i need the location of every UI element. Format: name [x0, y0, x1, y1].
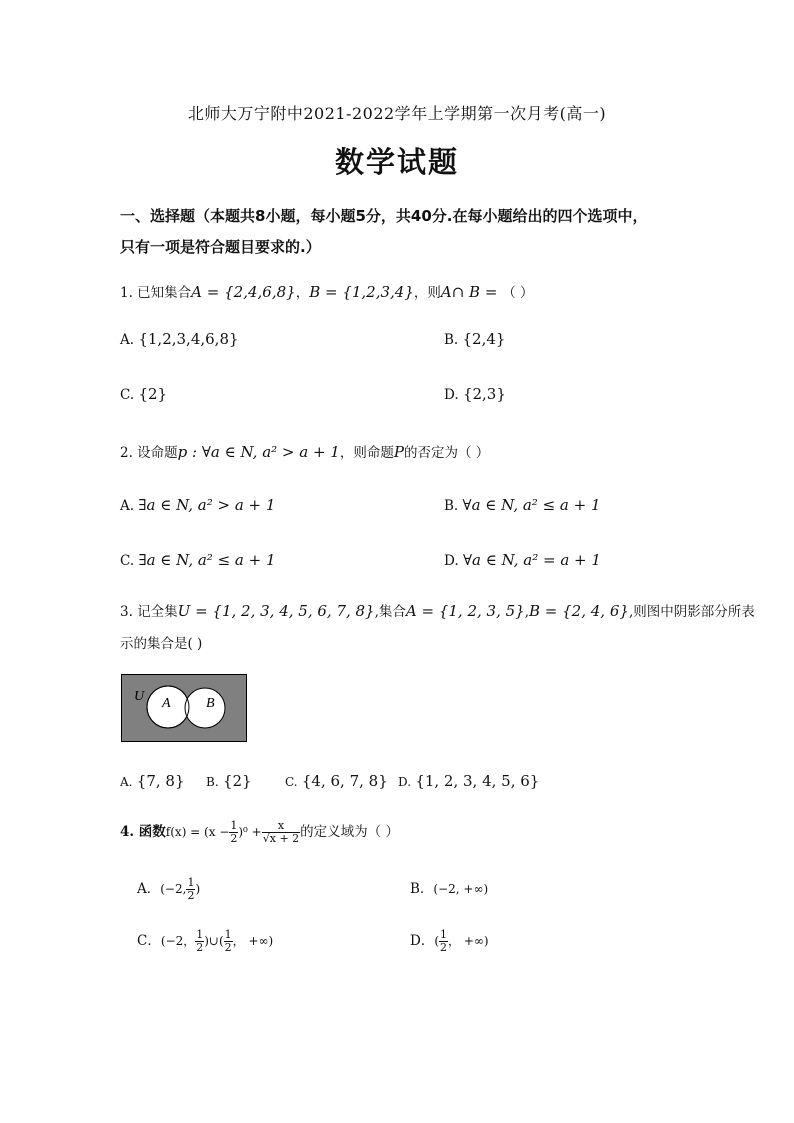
option-text: ∃a ∈ N, a² > a + 1 — [138, 496, 276, 514]
option-label: C. — [120, 387, 135, 403]
option-text: ∃a ∈ N, a² ≤ a + 1 — [138, 551, 276, 569]
option-label: D． — [410, 933, 435, 949]
option-text: {4, 6, 7, 8} — [301, 772, 388, 790]
q3-option-a[interactable] — [120, 772, 185, 790]
q3-mid2: , — [524, 604, 530, 620]
fraction-denominator: 2 — [196, 941, 204, 954]
q1-option-b[interactable] — [444, 330, 505, 348]
venn-label-a: A — [162, 696, 171, 711]
page-title: 数学试题 — [334, 145, 459, 179]
fraction-numerator: 1 — [230, 819, 238, 832]
option-text: ∀a ∈ N, a² ≤ a + 1 — [462, 496, 601, 514]
fraction-denominator: √x + 2 — [262, 832, 300, 845]
question-3 — [120, 600, 755, 620]
venn-label-b: B — [206, 696, 215, 711]
option-text: ， +∞) — [448, 934, 489, 948]
fraction-denominator: 2 — [230, 832, 238, 845]
q1-option-c[interactable] — [120, 385, 167, 403]
venn-diagram — [121, 674, 247, 742]
option-text: (−2, — [160, 882, 187, 896]
q3-option-c[interactable] — [285, 772, 388, 790]
q2-p: P — [393, 443, 404, 461]
option-fraction — [224, 929, 233, 954]
option-text: )∪( — [204, 934, 224, 948]
q3-prefix: 3. 记全集 — [120, 604, 178, 620]
q1-set-b: B = {1,2,3,4} — [309, 283, 414, 301]
option-fraction — [439, 929, 448, 954]
option-label: B. — [206, 775, 219, 789]
option-label: A. — [120, 498, 135, 514]
fraction-numerator: 1 — [440, 928, 448, 941]
q3-set-b: B = {2, 4, 6} — [529, 602, 629, 620]
q2-suffix: 的否定为（ ） — [403, 445, 490, 461]
q1-ask: ，则 — [413, 285, 441, 301]
venn-label-u: U — [134, 689, 145, 704]
option-label: A. — [120, 332, 135, 348]
venn-circle-b — [185, 688, 225, 728]
exam-header: 北师大万宁附中2021-2022学年上学期第一次月考(高一) — [187, 104, 607, 123]
option-label: C． — [137, 933, 161, 949]
q4-power: )⁰ + — [238, 825, 262, 839]
fraction-numerator: x — [262, 820, 300, 833]
option-text: {2} — [138, 385, 168, 403]
fraction-numerator: 1 — [196, 928, 204, 941]
option-label: D. — [398, 775, 412, 789]
option-label: A． — [137, 881, 161, 897]
option-text: ) — [195, 882, 201, 896]
option-text: ， +∞) — [232, 934, 274, 948]
option-label: D. — [444, 553, 459, 569]
option-label: C. — [120, 553, 135, 569]
q2-proposition: p : ∀a ∈ N, a² > a + 1 — [177, 443, 340, 461]
q4-prefix: 4. 函数 — [120, 824, 166, 840]
question-4 — [120, 820, 399, 845]
question-2 — [120, 441, 489, 461]
question-1 — [120, 281, 533, 301]
section-heading-line2: 只有一项是符合题目要求的.） — [120, 238, 321, 256]
option-text: {2,4} — [462, 330, 506, 348]
fraction-numerator: 1 — [224, 928, 232, 941]
option-label: D. — [444, 387, 459, 403]
option-label: C. — [285, 775, 298, 789]
option-text: {2} — [222, 772, 252, 790]
q1-sep: ， — [295, 285, 310, 301]
q4-x-fraction — [262, 820, 300, 845]
fraction-numerator: 1 — [187, 876, 195, 889]
option-text: (−2, +∞) — [433, 882, 489, 896]
option-text: {1,2,3,4,6,8} — [138, 330, 239, 348]
q2-option-d[interactable] — [444, 551, 601, 569]
option-label: B. — [444, 498, 459, 514]
question-3-line2: 示的集合是( ) — [120, 636, 203, 652]
q4-suffix: 的定义域为（ ） — [300, 824, 399, 840]
fraction-denominator: 2 — [440, 941, 448, 954]
option-text: {1, 2, 3, 4, 5, 6} — [415, 772, 540, 790]
q3-option-d[interactable] — [398, 772, 539, 790]
q3-option-b[interactable] — [206, 772, 252, 790]
option-text: ( — [434, 934, 440, 948]
q1-prefix: 1. 已知集合 — [120, 285, 192, 301]
q4-option-b[interactable] — [410, 877, 488, 897]
q1-option-a[interactable] — [120, 330, 239, 348]
option-label: B. — [444, 332, 459, 348]
q3-mid1: ,集合 — [374, 604, 406, 620]
q1-option-d[interactable] — [444, 385, 506, 403]
fraction-denominator: 2 — [224, 941, 232, 954]
option-label: A. — [120, 775, 133, 789]
q4-fx: f(x) = (x − — [165, 825, 230, 839]
q4-option-c[interactable] — [137, 929, 273, 954]
q2-option-c[interactable] — [120, 551, 276, 569]
q4-option-d[interactable] — [410, 929, 489, 954]
fraction-denominator: 2 — [187, 889, 195, 902]
q1-paren: （ ） — [502, 285, 534, 301]
q2-prefix: 2. 设命题 — [120, 445, 178, 461]
option-label: B． — [410, 881, 434, 897]
option-text: {7, 8} — [136, 772, 185, 790]
option-text: {2,3} — [462, 385, 506, 403]
q2-option-b[interactable] — [444, 496, 601, 514]
section-heading-line1: 一、选择题（本题共8小题，每小题5分，共40分.在每小题给出的四个选项中， — [120, 207, 648, 225]
q4-option-a[interactable] — [137, 877, 200, 902]
option-fraction — [195, 929, 204, 954]
q1-expr: A∩ B = — [440, 283, 503, 301]
q3-suffix: ,则图中阴影部分所表 — [628, 604, 755, 620]
q2-mid: ，则命题 — [339, 445, 394, 461]
q3-set-a: A = {1, 2, 3, 5} — [405, 602, 525, 620]
q2-option-a[interactable] — [120, 496, 275, 514]
option-text: ∀a ∈ N, a² = a + 1 — [462, 551, 601, 569]
option-text: (−2， — [160, 934, 196, 948]
q3-set-u: U = {1, 2, 3, 4, 5, 6, 7, 8} — [177, 602, 375, 620]
q1-set-a: A = {2,4,6,8} — [191, 283, 296, 301]
